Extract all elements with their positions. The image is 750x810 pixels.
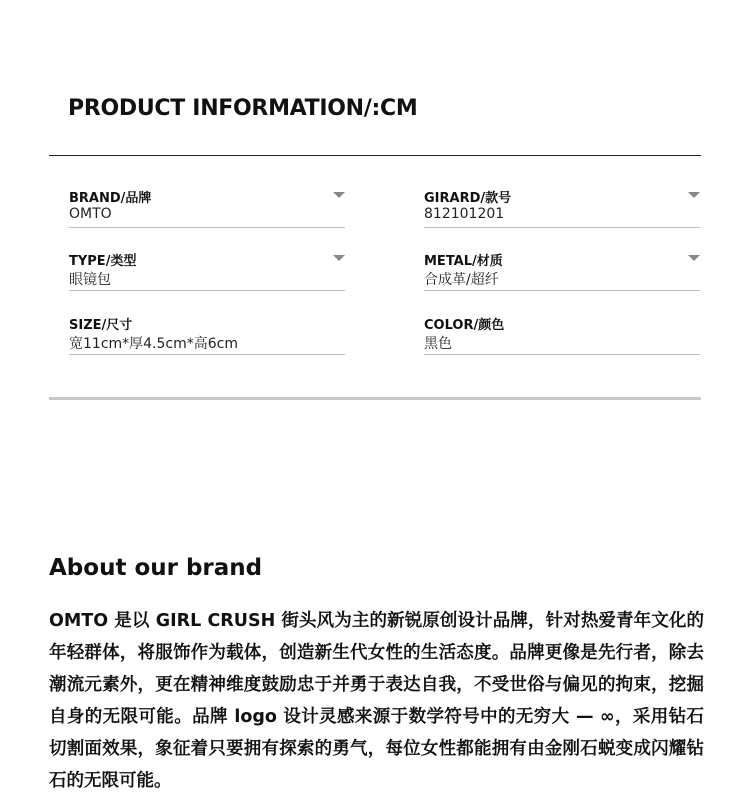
caret-down-icon[interactable] <box>688 255 700 261</box>
field-label: TYPE/类型 <box>69 254 137 269</box>
about-brand-text: OMTO 是以 GIRL CRUSH 街头风为主的新锐原创设计品牌，针对热爱青年文化的年轻群体，将服饰作为载体，创造新生代女性的生活态度。品牌更像是先行者，除去潮流元素外，更在精神维度鼓励忠于并勇于表达自我，不受世俗与偏见的拘束，挖掘自身的无限可能。品牌 logo 设计灵感来源于数学符号中的无穷大 — ∞，采用钻石切割面效果，象征着只要拥有探索的勇气，每位女性都能拥有由金刚石蜕变成闪耀钻石的无限可能。 <box>49 611 704 791</box>
field-label: METAL/材质 <box>424 254 503 269</box>
field-value: 眼镜包 <box>69 272 111 288</box>
field-label: SIZE/尺寸 <box>69 318 133 333</box>
field-value: 812101201 <box>424 206 505 222</box>
field-value: 黑色 <box>424 336 452 352</box>
field-size <box>69 289 345 352</box>
field-underline <box>69 354 345 355</box>
field-value: 宽11cm*厚4.5cm*高6cm <box>69 336 238 352</box>
field-brand <box>69 162 345 222</box>
bottom-divider <box>49 397 701 400</box>
field-color <box>424 289 700 352</box>
about-brand-title: About our brand <box>49 555 263 581</box>
field-metal <box>424 225 700 288</box>
field-girard <box>424 162 700 222</box>
caret-down-icon[interactable] <box>333 192 345 198</box>
field-type <box>69 225 345 288</box>
field-value: OMTO <box>69 206 112 222</box>
field-label: GIRARD/款号 <box>424 191 512 206</box>
caret-down-icon[interactable] <box>333 255 345 261</box>
caret-down-icon[interactable] <box>688 192 700 198</box>
field-value: 合成革/超纤 <box>424 272 499 288</box>
field-underline <box>424 354 700 355</box>
top-divider <box>49 155 701 156</box>
product-info-title: PRODUCT INFORMATION/:CM <box>68 96 418 121</box>
field-label: COLOR/颜色 <box>424 318 505 333</box>
field-label: BRAND/品牌 <box>69 191 152 206</box>
